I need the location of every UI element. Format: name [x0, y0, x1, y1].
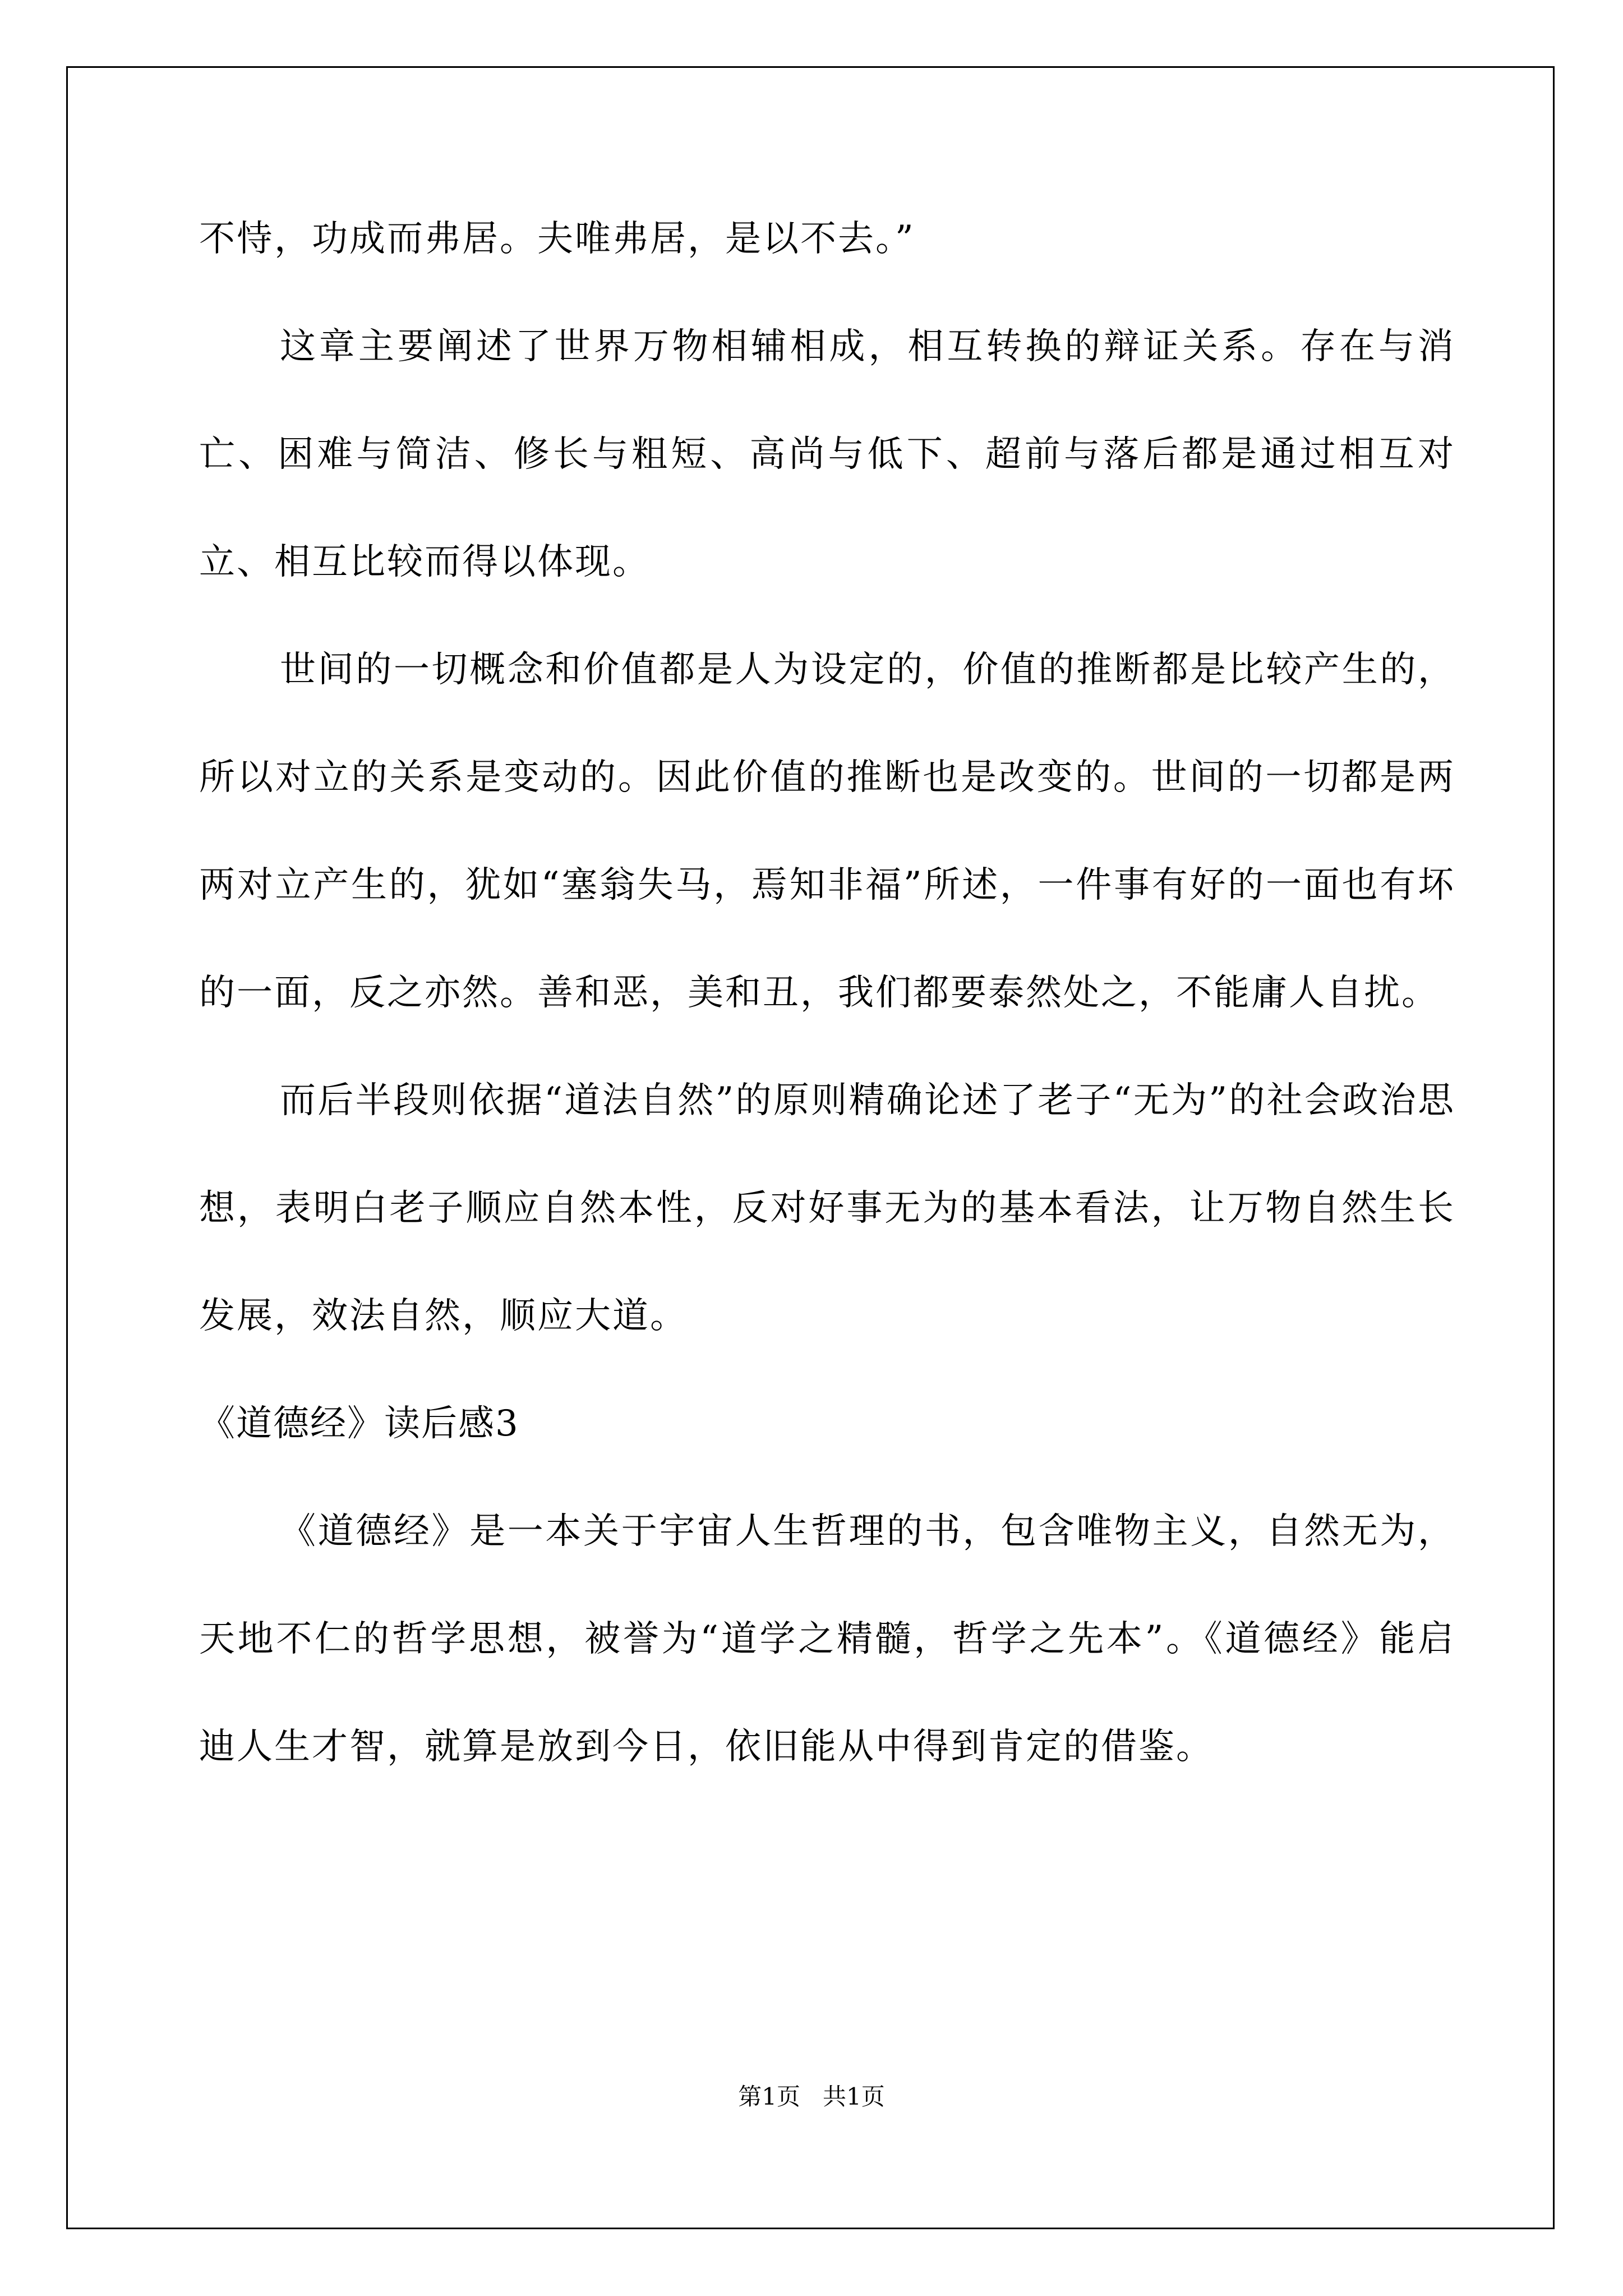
paragraph-dialectics: 这章主要阐述了世界万物相辅相成，相互转换的辩证关系。存在与消亡、困难与简洁、修长与粗短、高尚与低下、超前与落后都是通过相互对立、相互比较而得以体现。 — [199, 326, 1455, 583]
document-body — [199, 185, 1455, 1801]
paragraph-continuation: 不恃，功成而弗居。夫唯弗居，是以不去。” — [199, 218, 915, 260]
paragraph-wuwei: 而后半段则依据“道法自然”的原则精确论述了老子“无为”的社会政治思想，表明白老子顺应自然本性，反对好事无为的基本看法，让万物自然生长发展，效法自然，顺应大道。 — [199, 1080, 1455, 1337]
page-number-footer: 第1页 共1页 — [738, 2083, 885, 2110]
paragraph-values: 世间的一切概念和价值都是人为设定的，价值的推断都是比较产生的，所以对立的关系是变动的。因此价值的推断也是改变的。世间的一切都是两两对立产生的，犹如“塞翁失马，焉知非福”所述，一件事有好的一面也有坏的一面，反之亦然。善和恶，美和丑，我们都要泰然处之，不能庸人自扰。 — [199, 649, 1455, 1014]
section-heading: 《道德经》读后感3 — [199, 1403, 519, 1444]
paragraph-intro: 《道德经》是一本关于宇宙人生哲理的书，包含唯物主义，自然无为，天地不仁的哲学思想，被誉为“道学之精髓，哲学之先本”。《道德经》能启迪人生才智，就算是放到今日，依旧能从中得到肯定的借鉴。 — [199, 1511, 1455, 1768]
